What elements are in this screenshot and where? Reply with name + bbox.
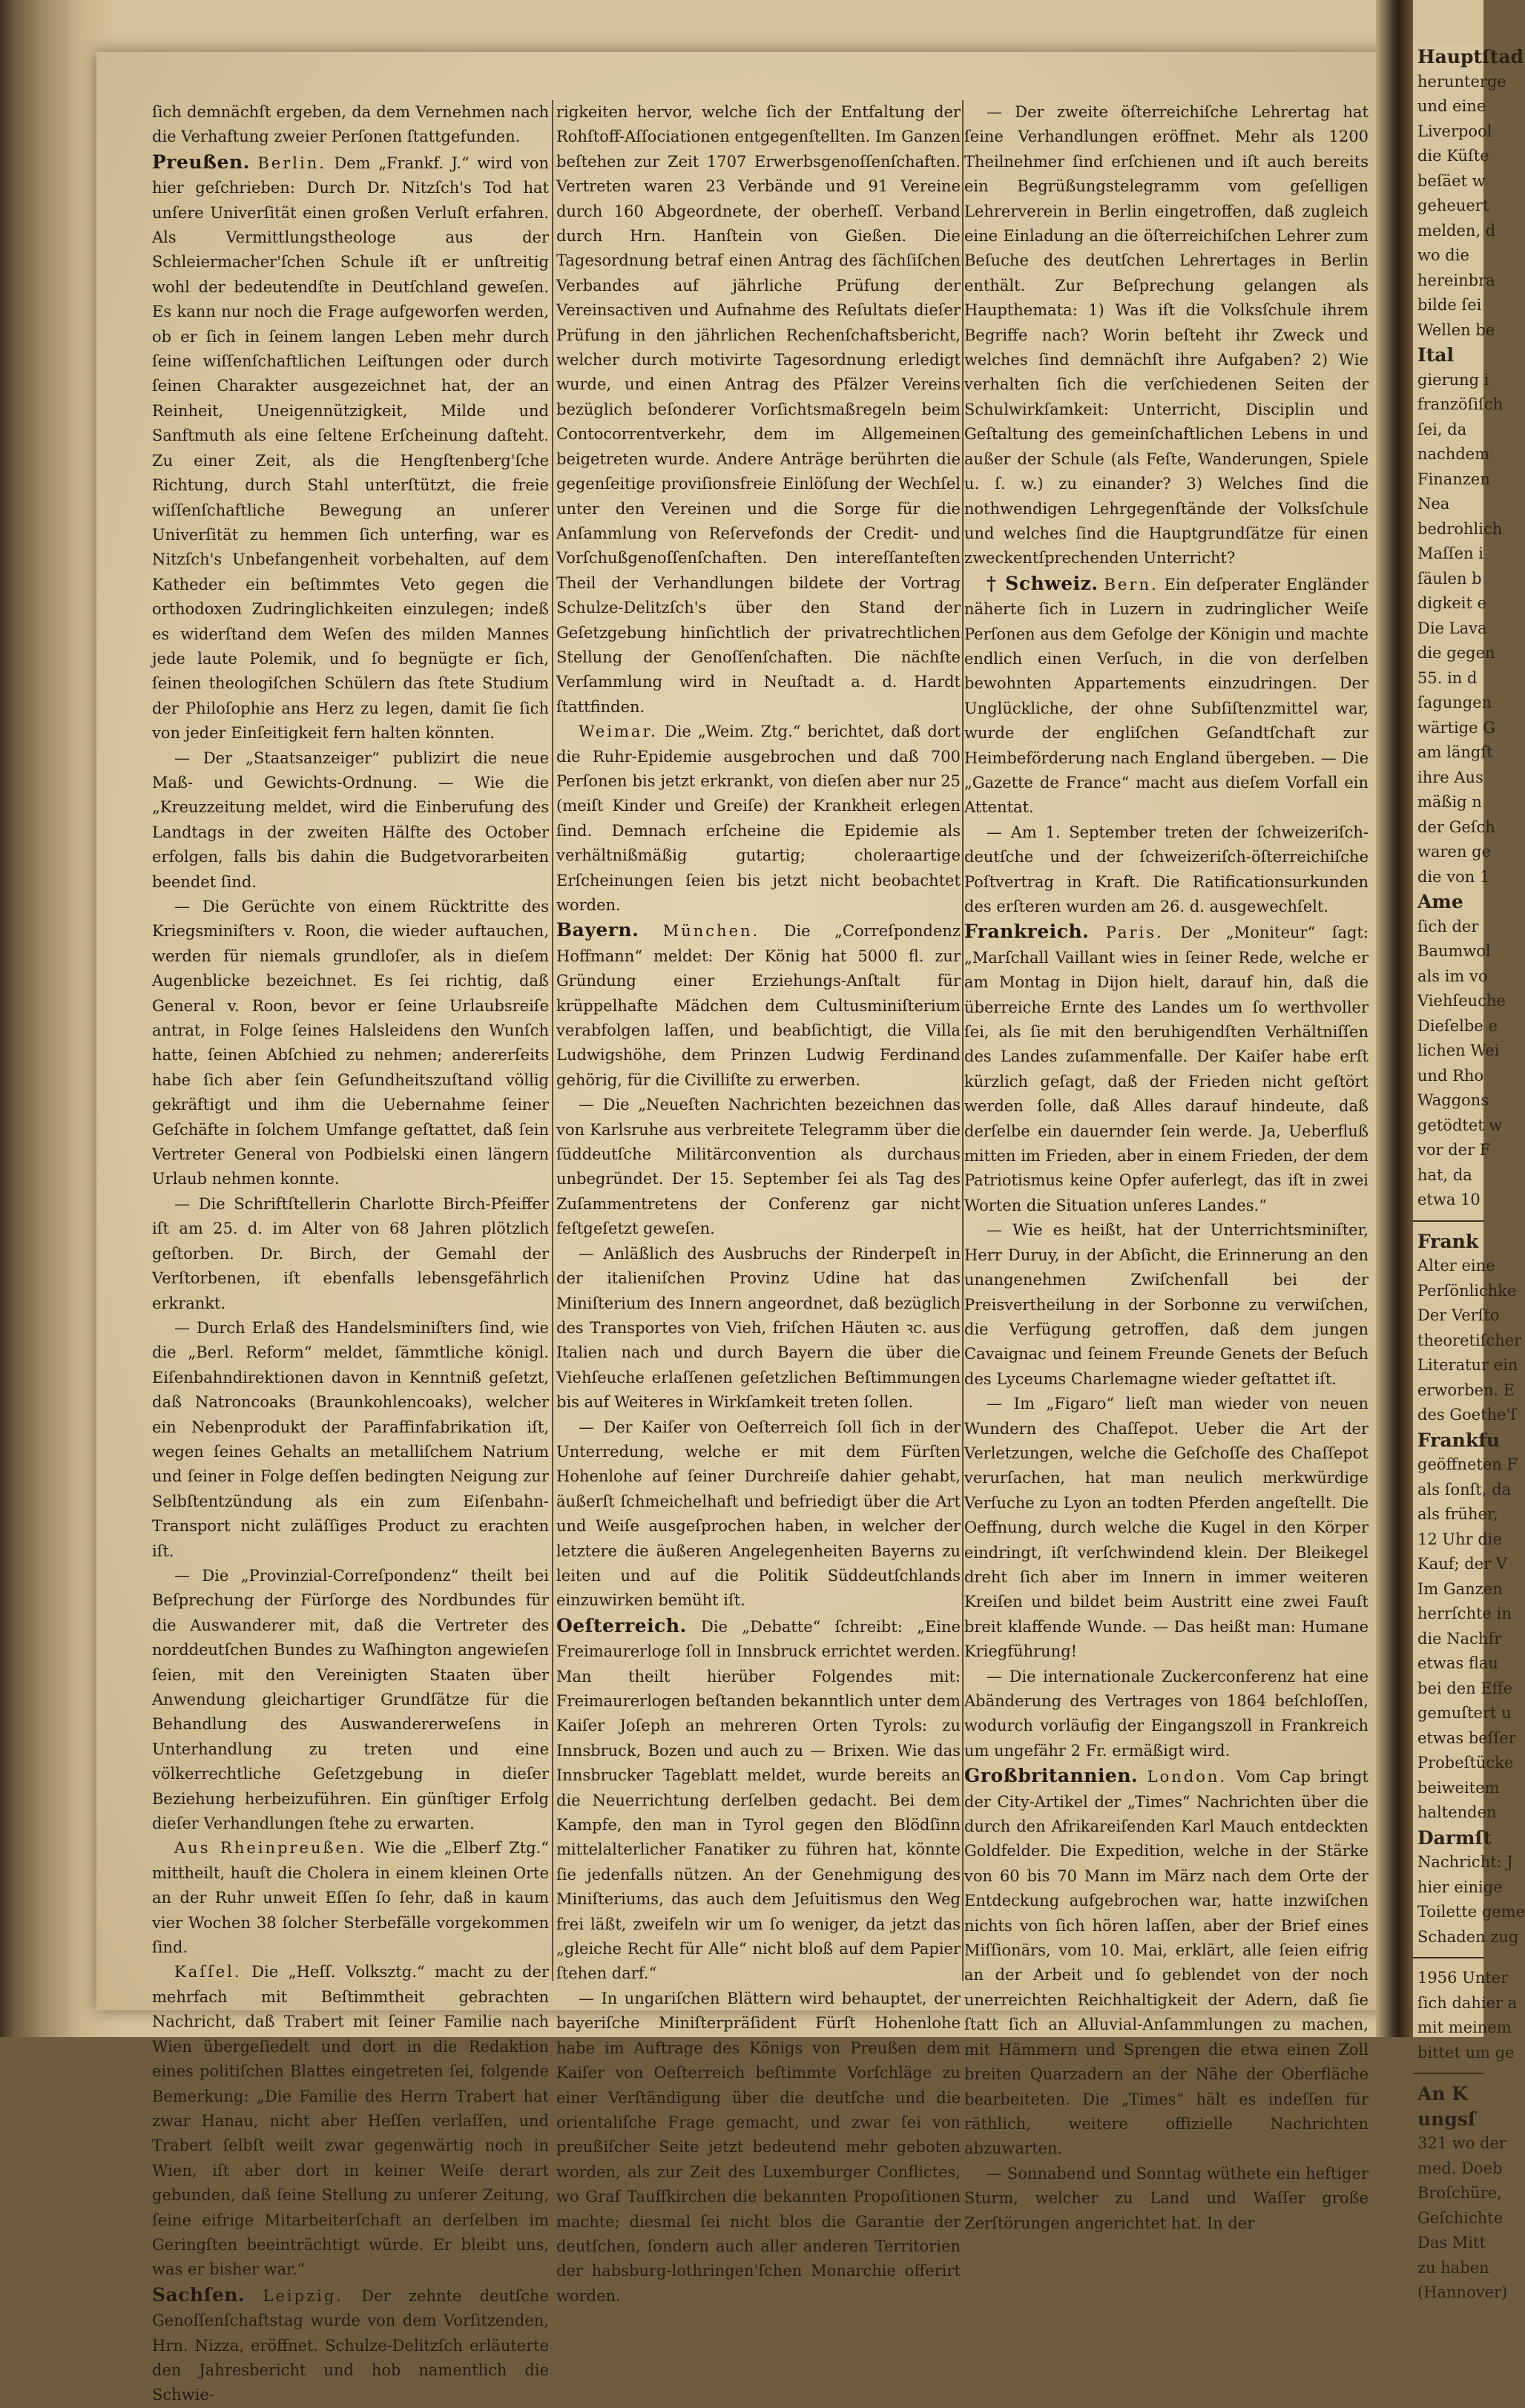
facing-page-line: etwas flau	[1417, 1654, 1498, 1672]
section-heading: Preußen.	[152, 151, 250, 173]
facing-page-line: Probeſtücke	[1417, 1754, 1514, 1772]
column-rule	[962, 100, 964, 1981]
article-paragraph	[964, 1665, 1368, 1764]
facing-page-line: der Geſch	[1417, 818, 1495, 836]
facing-page-line: waren ge	[1417, 843, 1492, 861]
facing-page-line: Ame	[1417, 891, 1463, 912]
section-heading: Bayern.	[556, 919, 639, 941]
facing-page-line: 55. in d	[1417, 668, 1478, 687]
facing-page-line: ihre Aus	[1417, 768, 1483, 786]
article-paragraph	[152, 100, 549, 150]
article-paragraph	[152, 746, 549, 895]
article-paragraph	[964, 571, 1368, 820]
article-paragraph	[152, 1836, 549, 1960]
facing-page-line: Broſchüre,	[1417, 2184, 1502, 2202]
facing-page-line: etwas beſſer	[1417, 1728, 1516, 1747]
paragraph-text: — Im „Figaro“ lieſt man wieder von neuen Wundern des Chaſſepot. Ueber die Art der Verletzungen, welche die Geſchoſſe des Chaſſepot verurſachen, hat man neulich merkwürdige Verſuche zu Lyon an todten Pferden angeſtellt. Die Oeffnung, durch welche die Kugel in den Körper eindringt, iſt verſchwindend klein. Der Bleikegel dreht ſich aber im Innern in immer weiteren Kreiſen und bildet beim Austritt eine zwei Fauſt breit klaffende Wunde. — Das heißt man: Humane Kriegführung!	[964, 1395, 1368, 1661]
section-heading: Sachſen.	[152, 2283, 246, 2306]
facing-page-line: Frank	[1417, 1230, 1479, 1252]
facing-page-line: getödtet w	[1417, 1116, 1503, 1134]
facing-page-line: ſagungen	[1417, 694, 1492, 711]
paragraph-text: — Anläßlich des Ausbruchs der Rinderpeſt in der italieniſchen Provinz Udine hat das Miniſterium des Innern angeordnet, daß bezüglich des Transportes von Vieh, friſchen Häuten ꝛc. aus Italien nach und durch Bayern die über die Viehſeuche erlaſſenen geſetzlichen Beſtimmungen bis auf Weiteres in Wirkſamkeit treten ſollen.	[556, 1244, 961, 1412]
facing-page-line: Schaden zug	[1417, 1927, 1519, 1946]
facing-page-line: bei den Effe	[1417, 1679, 1513, 1697]
paragraph-text: Der „Moniteur“ ſagt: „Marſchall Vaillant wies in ſeiner Rede, welche er am Montag in Dijon hielt, darauf hin, daß die überreiche Ernte des Landes um ſo werthvoller ſei, als ſie mit den beruhigendſten Verhältniſſen des Landes zuſammenfalle. Der Kaiſer habe erſt kürzlich geſagt, daß der Frieden nicht geſtört werden ſolle, daß Alles darauf hindeute, daß derſelbe ein dauernder ſein werde. Ja, Ueberfluß mitten im Frieden, aber in einem Frieden, der dem Patriotismus keine Opfer auferlegt, das iſt in zwei Worten die Situation unſeres Landes.“	[964, 924, 1368, 1214]
article-paragraph	[964, 1763, 1368, 2162]
article-paragraph	[556, 1093, 961, 1241]
facing-page-line: ſei, da	[1417, 420, 1467, 438]
paragraph-text: — In ungariſchen Blättern wird behauptet, der bayeriſche Miniſterpräſident Fürſt Hohenlohe habe im Auftrage des Königs von Preußen dem Kaiſer von Oeſterreich beſtimmte Vorſchläge zu einer Verſtändigung über die deutſche und die orientaliſche Frage gemacht, und zwar ſei von preußiſcher Seite jetzt bedeutend mehr geboten worden, als zur Zeit des Luxemburger Conflictes, wo Graf Tauffkirchen die bekannten Propoſitionen machte; diesmal ſei nicht blos die Garantie der deutſchen, ſondern auch aller anderen Territorien der habsburg-lothringen'ſchen Monarchie offerirt worden.	[556, 1989, 961, 2305]
paragraph-text: — Sonnabend und Sonntag wüthete ein heftiger Sturm, welcher zu Land und Waſſer große Zerſtörungen angerichtet hat. In der	[964, 2164, 1368, 2232]
column-2	[556, 100, 961, 2305]
facing-page-line: Maſſen i	[1417, 545, 1483, 562]
article-paragraph	[556, 100, 961, 720]
facing-page-line: Toilette geme	[1417, 1903, 1525, 1921]
facing-page-line: ſich der	[1417, 917, 1479, 935]
facing-page-line: wärtige G	[1417, 718, 1496, 737]
dateline-place: Leipzig.	[263, 2286, 343, 2305]
dateline-place: München.	[662, 922, 760, 941]
article-paragraph	[964, 1218, 1368, 1392]
facing-page-line: Liverpool	[1417, 122, 1492, 140]
facing-page-line: ungsſ	[1417, 2108, 1476, 2130]
facing-page-line: med. Doeb	[1417, 2159, 1503, 2177]
facing-page-line: des Goethe'ſ	[1417, 1406, 1517, 1424]
article-paragraph	[152, 2283, 549, 2408]
facing-page-line: bittet um ge	[1417, 2043, 1515, 2062]
article-paragraph	[152, 895, 549, 1192]
paragraph-text: — Die internationale Zuckerconferenz hat eine Abänderung des Vertrages von 1864 beſchloſſen, wodurch vorläufig der Eingangszoll in Frankreich um ungefähr 2 Fr. ermäßigt wird.	[964, 1667, 1368, 1760]
facing-page-line: mäßig n	[1417, 793, 1482, 811]
facing-page-line: 321 wo der	[1417, 2134, 1506, 2152]
facing-page-line: Kauf; der V	[1417, 1555, 1508, 1573]
facing-page-line: hereinbra	[1417, 271, 1495, 289]
article-paragraph	[152, 1960, 549, 2282]
facing-page-line: 1956 Unter	[1417, 1969, 1509, 1987]
facing-page-line: Ital	[1417, 344, 1454, 366]
facing-page-line: als ſonſt, da	[1417, 1480, 1512, 1499]
facing-page-line: bedrohlich	[1417, 519, 1503, 538]
article-paragraph	[556, 1415, 961, 1613]
article-paragraph	[152, 1316, 549, 1564]
paragraph-text: — Die Gerüchte von einem Rücktritte des Kriegsminiſters v. Roon, die wieder auftauchen, werden für niemals grundloſer, als in dieſem Augenblicke bezeichnet. Es ſei richtig, daß General v. Roon, bevor er ſeine Urlaubsreiſe antrat, in Folge ſeines Halsleidens den Wunſch hatte, ſeinen Abſchied zu nehmen; andererſeits habe ſich aber ſein Geſundheitszuſtand völlig gekräftigt und ihm die Uebernahme ſeiner Geſchäfte in ſolchem Umfange geſtattet, daß ſein Vertreter General von Podbielski einen längern Urlaub nehmen konnte.	[152, 898, 549, 1188]
column-rule	[552, 100, 553, 1981]
facing-page-line: geheuert	[1417, 197, 1489, 214]
facing-page-line: und Rho	[1417, 1066, 1484, 1085]
facing-page-line: Alter eine	[1417, 1257, 1495, 1274]
facing-page-line: die gegen	[1417, 644, 1495, 662]
facing-page-line: herunterge	[1417, 72, 1506, 91]
article-paragraph	[152, 1192, 549, 1316]
facing-page-line: hat, da	[1417, 1165, 1472, 1184]
facing-page-line: (Hannover)	[1417, 2283, 1508, 2301]
dateline-place: Paris.	[1105, 924, 1164, 942]
facing-page-rule	[1413, 1957, 1483, 1958]
facing-page-line: am längſt	[1417, 743, 1493, 761]
facing-page-line: hier einige	[1417, 1878, 1503, 1896]
article-paragraph	[556, 1613, 961, 1987]
facing-page-line: Hauptſtad	[1417, 46, 1524, 68]
paragraph-text: rigkeiten hervor, welche ſich der Entfaltung der Rohſtoff-Aſſociationen entgegenſtellten. Im Ganzen beſtehen zur Zeit 1707 Erwerbsgenoſſenſchaften. Vertreten waren 23 Verbände und 91 Vereine durch 160 Abgeordnete, der oberheſſ. Verband durch Hrn. Hanſtein von Gießen. Die Tagesordnung betraf einen Antrag des ſächſiſchen Verbandes auf jährliche Prüfung der Vereinsactiven und Aufnahme des Reſultats dieſer Prüfung in den jährlichen Rechenſchaftsbericht, welcher durch motivirte Tagesordnung erledigt wurde, und einen Antrag des Pfälzer Vereins bezüglich beſonderer Vorſichtsmaßregeln beim Contocorrentverkehr, dem im Allgemeinen beigetreten wurde. Andere Anträge berührten die gegenſeitige proviſionsfreie Einlöſung der Wechſel unter den Vereinen und die Sorge für die Anſammlung von Reſervefonds der Credit- und Vorſchußgenoſſenſchaften. Den intereſſanteſten Theil der Verhandlungen bildete der Vortrag Schulze-Delitzſch's über den Stand der Geſetzgebung hinſichtlich der privatrechtlichen Stellung der Genoſſenſchaften. Die nächſte Verſammlung wird in Neuſtadt a. d. Hardt ſtattfinden.	[556, 103, 961, 716]
facing-page-line: wo die	[1417, 246, 1469, 264]
paragraph-text: ſich demnächſt ergeben, da dem Vernehmen nach die Verhaftung zweier Perſonen ſtattgefunden.	[152, 103, 549, 146]
facing-page-line: Im Ganzen	[1417, 1579, 1503, 1598]
facing-page-line: Geſchichte	[1417, 2208, 1503, 2227]
facing-page-line: Viehſeuche	[1417, 992, 1506, 1010]
dateline-place: Weimar.	[579, 723, 658, 741]
facing-page-line: vor der F	[1417, 1141, 1491, 1159]
paragraph-text: Vom Cap bringt der City-Artikel der „Times“ Nachrichten über die durch den Afrikareiſenden Karl Mauch entdeckten Goldfelder. Die Expedition, welche in der Stärke von 60 bis 70 Mann im März nach dem Orte der Entdeckung aufgebrochen war, hatte inzwiſchen nichts von ſich hören laſſen, aber der Brief eines Miſſionärs, vom 10. Mai, erklärt, alle ſeien eifrig an der Arbeit und ſo geblendet von der noch unerreichten Reichhaltigkeit der Adern, daß ſie ſtatt ſich an Alluvial-Anſammlungen zu machen, mit Hämmern und Sprengen die etwa einen Zoll breiten Quarzadern an der Nähe der Oberfläche bearbeiteten. Die „Times“ hält es indeſſen für räthlich, weitere offizielle Nachrichten abzuwarten.	[964, 1768, 1368, 2158]
facing-page-line: und eine	[1417, 97, 1486, 115]
section-heading: Frankreich.	[964, 921, 1090, 943]
facing-page-line: Frankfu	[1417, 1429, 1501, 1451]
paragraph-text: Der zehnte deutſche Genoſſenſchaftstag wurde von dem Vorſitzenden, Hrn. Nizza, eröffnet. Schulze-Delitzſch erläuterte den Jahresbericht und hob namentlich die Schwie-	[152, 2286, 549, 2404]
facing-page-line: Finanzen	[1417, 470, 1490, 488]
paragraph-text: Wie die „Elberf Ztg.“ mittheilt, hauſt die Cholera in einem kleinen Orte an der Ruhr unweit Eſſen ſo ſehr, daß in kaum vier Wochen 38 ſolcher Sterbefälle vorgekommen ſind.	[152, 1839, 549, 1957]
article-paragraph	[556, 918, 961, 1093]
facing-page-line: Das Mitt	[1417, 2234, 1486, 2251]
dateline-place: Berlin.	[257, 154, 326, 172]
paragraph-text: — Am 1. September treten der ſchweizeriſch-deutſche und der ſchweizeriſch-öſterreichiſche Poſtvertrag in Kraft. Die Ratificationsurkunden des erſteren wurden am 26. d. ausgewechſelt.	[964, 823, 1368, 915]
facing-page-line: gemuſtert u	[1417, 1704, 1512, 1722]
facing-page-line: beiweitem	[1417, 1778, 1500, 1797]
article-paragraph	[964, 820, 1368, 920]
paragraph-text: — Durch Erlaß des Handelsminiſters ſind, wie die „Berl. Reform“ meldet, ſämmtliche königl. Eiſenbahndirektionen davon in Kenntniß geſetzt, daß Natroncoaks (Braunkohlencoaks), welcher ein Nebenprodukt der Paraffinfabrikation iſt, wegen ſeines Gehalts an metalliſchem Natrium und ſeiner in Folge deſſen bedingten Neigung zur Selbſtentzündung als ein zum Eiſenbahn-Transport nicht zuläſſiges Product zu erachten iſt.	[152, 1318, 549, 1560]
facing-page-line: lichen Wei	[1417, 1042, 1500, 1059]
facing-page-line: als früher,	[1417, 1505, 1498, 1523]
paragraph-text: Dem „Frankf. J.“ wird von hier geſchrieben: Durch Dr. Nitzſch's Tod hat unſere Univerſität einen großen Verluſt erfahren. Als Vermittlungstheologe aus der Schleiermacher'ſchen Schule iſt er unſtreitig wohl der bedeutendſte in Deutſchland geweſen. Es kann nur noch die Frage aufgeworfen werden, ob er ſich in ſeinem langen Leben mehr durch ſeine wiſſenſchaftlichen Leiſtungen oder durch ſeinen Charakter ausgezeichnet hat, der an Reinheit, Uneigennützigkeit, Milde und Sanftmuth als eine ſeltene Erſcheinung daſteht. Zu einer Zeit, als die Hengſtenberg'ſche Richtung, durch Stahl unterſtützt, die freie wiſſenſchaftliche Bewegung an unſerer Univerſität zu hemmen ſich unterfing, war es Nitzſch's Unbefangenheit vorbehalten, auf dem Katheder ein beſtimmtes Veto gegen die orthodoxen Zudringlichkeiten einzulegen; indeß es widerſtand dem Weſen des milden Mannes jede laute Polemik, und ſo begnügte er ſich, ſeinen theologiſchen Schülern das ſtete Studium der Philoſophie ans Herz zu legen, damit ſie ſich von jeder Einſeitigkeit fern halten könnten.	[152, 154, 549, 743]
paragraph-text: — Die „Provinzial-Correſpondenz“ theilt bei Beſprechung der Fürſorge des Nordbundes für die Auswanderer mit, daß die Vertreter des norddeutſchen Bundes zu Waſhington angewieſen ſeien, mit den Vereinigten Staaten über Anwendung gleichartiger Grundſätze für die Behandlung des Auswandererweſens in Unterhandlung zu treten und eine völkerrechtliche Geſetzgebung in dieſer Beziehung herbeizuführen. Ein günſtiger Erfolg dieſer Verhandlungen ſtehe zu erwarten.	[152, 1566, 549, 1833]
article-paragraph	[964, 100, 1368, 571]
facing-page-line: nachdem	[1417, 445, 1490, 463]
paragraph-text: — Die „Neueſten Nachrichten bezeichnen das von Karlsruhe aus verbreitete Telegramm über die ſüddeutſche Militärconvention als durchaus unbegründet. Der 15. September ſei als Tag des Zuſammentretens der Conferenz gar nicht feſtgeſetzt geweſen.	[556, 1096, 961, 1238]
column-1	[152, 100, 550, 2404]
dateline-place: Kaſſel.	[174, 1963, 242, 1981]
facing-page-line: Darmſt	[1417, 1826, 1492, 1849]
dateline-place: Aus Rheinpreußen.	[174, 1839, 367, 1858]
facing-page-line: ſich dahier a	[1417, 1993, 1518, 2012]
book-gutter	[1376, 0, 1413, 2037]
facing-page-line: Dieſelbe e	[1417, 1016, 1498, 1035]
article-paragraph	[152, 1564, 549, 1836]
facing-page-line: die Küſte	[1417, 147, 1489, 165]
article-paragraph	[964, 1392, 1368, 1664]
facing-page-line: bilde ſei	[1417, 296, 1482, 314]
paragraph-text: — Die Schriftſtellerin Charlotte Birch-Pfeiffer iſt am 25. d. im Alter von 68 Jahren plötzlich geſtorben. Dr. Birch, der Gemahl der Verſtorbenen, iſt ebenfalls lebensgefährlich erkrankt.	[152, 1194, 549, 1312]
paragraph-text: — Der Kaiſer von Oeſterreich ſoll ſich in der Unterredung, welche er mit dem Fürſten Hohenlohe auf ſeiner Durchreiſe dahier gehabt, äußerſt ſchmeichelhaft und befriedigt über die Art und Weiſe ausgeſprochen haben, in welcher der letztere die äußeren Angelegenheiten Bayerns zu leiten und auf die Politik Süddeutſchlands einzuwirken bemüht iſt.	[556, 1418, 961, 1610]
facing-page-line: melden, d	[1417, 221, 1496, 240]
facing-page-line: 12 Uhr die	[1417, 1530, 1502, 1548]
paragraph-text: Die „Debatte“ ſchreibt: „Eine Freimaurerloge ſoll in Innsbruck errichtet werden. Man theilt hierüber Folgendes mit: Freimaurerlogen beſtanden bekanntlich unter dem Kaiſer Joſeph an mehreren Orten Tyrols: zu Innsbruck, Bozen und auch zu — Brixen. Wie das Innsbrucker Tageblatt meldet, wurde bereits an die Neuerrichtung derſelben gedacht. Bei dem Kampfe, den man in Tyrol gegen den Blödſinn mittelalterlicher Fanatiker zu führen hat, könnte ſie jedenfalls nützen. An der Genehmigung des Miniſteriums, das auch dem Jeſuitismus den Weg frei läßt, zweifeln wir um ſo weniger, da jetzt das „gleiche Recht für Alle“ nicht bloß auf dem Papier ſtehen darf.“	[556, 1617, 961, 1983]
paragraph-text: — Wie es heißt, hat der Unterrichtsminiſter, Herr Duruy, in der Abſicht, die Erinnerung an den unangenehmen Zwiſchenfall bei der Preisvertheilung in der Sorbonne zu verwiſchen, die Verfügung getroffen, daß dem jungen Cavaignac und ſeinem Freunde Genets der Beſuch des Lyceums Charlemagne wieder geſtattet iſt.	[964, 1221, 1368, 1388]
facing-page-line: mit meinem	[1417, 2019, 1512, 2036]
section-heading: † Schweiz.	[987, 572, 1099, 594]
facing-page-line: die von 1	[1417, 867, 1490, 886]
article-paragraph	[152, 150, 549, 746]
facing-page-line: digkeit e	[1417, 594, 1487, 612]
facing-page-line: Der Verſto	[1417, 1306, 1500, 1324]
article-paragraph	[556, 720, 961, 918]
facing-page-line: Nachricht: J	[1417, 1853, 1513, 1871]
facing-page-line: Die Lava	[1417, 619, 1487, 637]
article-paragraph	[556, 1987, 961, 2309]
paragraph-text: — Der zweite öſterreichiſche Lehrertag hat ſeine Verhandlungen eröffnet. Mehr als 1200 Theilnehmer ſind erſchienen und iſt auch bereits ein Begrüßungstelegramm vom geſelligen Lehrerverein in Berlin eingetroffen, daß zugleich eine Einladung an die öſterreichiſchen Lehrer zum Beſuche des deutſchen Lehrertages in Berlin enthält. Zur Beſprechung gelangen als Haupthemata: 1) Was iſt die Volksſchule ihrem Begriffe nach? Worin beſteht ihr Zweck und welches ſind demnächſt ihre Aufgaben? 2) Wie verhalten ſich die verſchiedenen Seiten der Schulwirkſamkeit: Unterricht, Disciplin und Geſtaltung des gemeinſchaftlichen Lebens in und außer der Schule (als Feſte, Wanderungen, Spiele u. ſ. w.) zu einander? 3) Welches ſind die nothwendigen Lehrgegenſtände der Volksſchule und welches ſind die Hauptgrundſätze für einen zweckentſprechenden Unterricht?	[964, 103, 1368, 568]
facing-page-line: herrſchte in	[1417, 1605, 1512, 1622]
facing-page-line: geöffneten F	[1417, 1455, 1518, 1473]
section-heading: Großbritannien.	[964, 1765, 1139, 1787]
paragraph-text: — Der „Staatsanzeiger“ publizirt die neue Maß- und Gewichts-Ordnung. — Wie die „Kreuzzeitung meldet, wird die Einberufung des Landtags in der zweiten Hälfte des October erfolgen, falls bis dahin die Budgetvorarbeiten beendet ſind.	[152, 749, 549, 891]
article-paragraph	[964, 919, 1368, 1218]
dateline-place: London.	[1147, 1768, 1228, 1786]
facing-page-line: theoretiſcher	[1417, 1331, 1522, 1349]
facing-page-line: Literatur ein	[1417, 1356, 1518, 1374]
paragraph-text: Ein deſperater Engländer näherte ſich in Luzern in zudringlicher Weiſe Perſonen aus dem Gefolge der Königin und machte endlich einen Verſuch, in die von derſelben bewohnten Appartements einzudringen. Der Unglückliche, der ohne Subſiſtenzmittel war, wurde der engliſchen Geſandtſchaft zur Heimbeförderung nach England übergeben. — Die „Gazette de France“ macht aus dieſem Vorfall ein Attentat.	[964, 575, 1369, 817]
facing-page-line: ſäulen b	[1417, 569, 1482, 588]
column-3	[964, 100, 1369, 2232]
facing-page-line: franzöſiſch	[1417, 395, 1503, 413]
facing-page-line: Baumwol	[1417, 942, 1491, 960]
facing-page-line: erworben. E	[1417, 1381, 1515, 1399]
section-heading: Oeſterreich.	[556, 1614, 687, 1636]
facing-page-line: zu haben	[1417, 2258, 1489, 2277]
facing-page-rule	[1413, 2073, 1483, 2074]
facing-page-line: Nea	[1417, 495, 1450, 513]
facing-page-line: als im vo	[1417, 967, 1488, 985]
facing-page-line: die Nachfr	[1417, 1629, 1502, 1648]
facing-page-line: Waggons	[1417, 1091, 1489, 1109]
article-paragraph	[964, 2162, 1368, 2236]
facing-page-line: Perſönlichke	[1417, 1281, 1517, 1300]
facing-page-line: haltenden	[1417, 1803, 1497, 1821]
paragraph-text: Die „Weim. Ztg.“ berichtet, daß dort die Ruhr-Epidemie ausgebrochen und daß 700 Perſonen bis jetzt erkrankt, von dieſen aber nur 25 (meiſt Kinder und Greiſe) der Krankheit erlegen ſind. Demnach erſcheine die Epidemie als verhältnißmäßig gutartig; choleraartige Erſcheinungen ſeien bis jetzt nicht beobachtet worden.	[556, 723, 961, 914]
dateline-place: Bern.	[1104, 575, 1159, 593]
article-paragraph	[556, 1242, 961, 1415]
facing-page-line: etwa 10	[1417, 1191, 1480, 1208]
facing-page-line: beſäet w	[1417, 171, 1486, 190]
facing-page-rule	[1413, 1220, 1483, 1222]
facing-page-line: gierung i	[1417, 370, 1489, 389]
paragraph-text: Die „Heſſ. Volksztg.“ macht zu der mehrfach mit Beſtimmtheit gebrachten Nachricht, daß Trabert mit ſeiner Familie nach Wien übergeſiedelt und dort in die Redaktion eines politiſchen Blattes eingetreten ſei, folgende Bemerkung: „Die Familie des Herrn Trabert hat zwar Hanau, nicht aber Heſſen verlaſſen, und Trabert ſelbſt weilt zwar gegenwärtig noch in Wien, iſt aber dort in keiner Weiſe derart gebunden, daß ſeine Stellung zu unſerer Zeitung, ſeine eifrige Mitarbeiterſchaft an derſelben im Geringſten beeinträchtigt würde. Er bleibt uns, was er bisher war.“	[152, 1963, 550, 2279]
facing-page-line: An K	[1417, 2083, 1469, 2105]
paragraph-text: Die „Correſpondenz Hoffmann“ meldet: Der König hat 5000 fl. zur Gründung einer Erziehungs-Anſtalt für krüppelhafte Mädchen dem Cultusminiſterium verabfolgen laſſen, und beabſichtigt, die Villa Ludwigshöhe, dem Prinzen Ludwig Ferdinand gehörig, für die Civilliſte zu erwerben.	[556, 922, 961, 1089]
facing-page-line: Wellen be	[1417, 320, 1495, 339]
facing-page-fragment	[1413, 45, 1525, 2301]
